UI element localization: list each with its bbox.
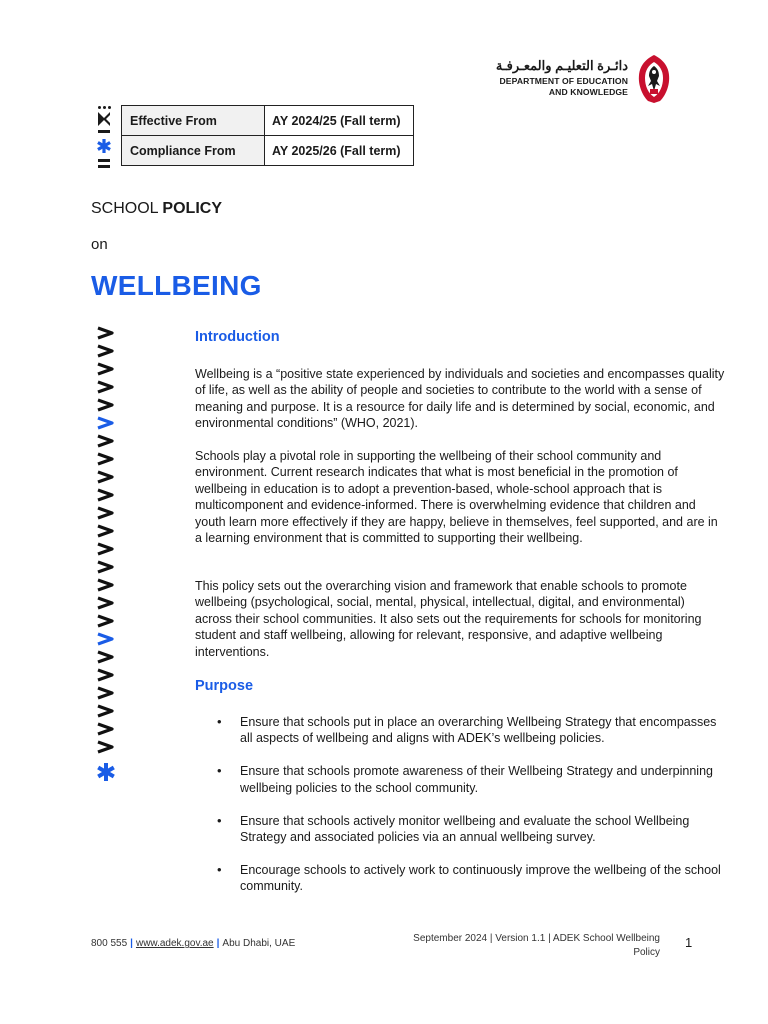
zigzag-chevron [98, 634, 112, 644]
logo-line-2: AND KNOWLEDGE [548, 87, 628, 97]
footer-meta-line-2: Policy [633, 946, 660, 958]
effective-from-value: AY 2024/25 (Fall term) [265, 106, 414, 136]
zigzag-chevron [98, 544, 112, 554]
zigzag-chevron [98, 328, 112, 338]
footer-meta-line-1: September 2024 | Version 1.1 | ADEK School Wellbeing [413, 933, 660, 944]
footer-meta [380, 932, 660, 959]
zigzag-chevron [98, 454, 112, 464]
logo-line-1: DEPARTMENT OF EDUCATION [499, 76, 628, 86]
zigzag-chevron [98, 490, 112, 500]
page-number: 1 [685, 935, 693, 950]
table-row [122, 106, 414, 136]
table-row [122, 136, 414, 166]
zigzag-chevron [98, 706, 112, 716]
effective-dates-table [121, 105, 414, 166]
introduction-heading: Introduction [195, 329, 280, 345]
kicker-on: on [91, 236, 108, 253]
list-item: • Ensure that schools put in place an overarching Wellbeing Strategy that encompasses all aspects of wellbeing and aligns with ADEK’s wellbeing policies. [195, 714, 725, 747]
logo-english-text [500, 76, 629, 98]
zigzag-chevron [98, 508, 112, 518]
zigzag-chevron [98, 382, 112, 392]
asterisk-icon [97, 763, 115, 781]
falcon-emblem-icon [636, 53, 672, 105]
zigzag-chevron [98, 598, 112, 608]
kicker-regular: SCHOOL [91, 200, 163, 217]
footer-separator: | [216, 938, 220, 949]
zigzag-chevron [98, 526, 112, 536]
document-kicker [91, 200, 222, 218]
zigzag-chevron [98, 562, 112, 572]
zigzag-chevron [98, 688, 112, 698]
footer-location: Abu Dhabi, UAE [222, 938, 296, 949]
zigzag-chevron [98, 742, 112, 752]
zigzag-chevron [98, 472, 112, 482]
purpose-heading: Purpose [195, 678, 254, 694]
page-title: WELLBEING [91, 270, 262, 301]
intro-paragraph-2: Schools play a pivotal role in supporting the wellbeing of their school community and environment. Current research indicates that what is most beneficial in the promotion of wellbeing in education is to adopt a prevention-based, whole-school approach that is multicomponent and evidence-informed. There is overwhelming evidence that children and youth learn more effectively if they are happy, believe in themselves, feel supported, and are in a learning environment that is committed to supporting their wellbeing. [195, 449, 718, 546]
zigzag-chevron [98, 400, 112, 410]
zigzag-chevron [98, 580, 112, 590]
kicker-bold: POLICY [162, 200, 222, 217]
zigzag-chevron [98, 346, 112, 356]
zigzag-chevron [98, 652, 112, 662]
intro-paragraph-3: This policy sets out the overarching vision and framework that enable schools to promote wellbeing (psychological, social, mental, physical, intellectual, digital, and environmental) across their school communities. It also sets out the requirements for schools for monitoring student and staff wellbeing, allowing for relevant, responsive, and adaptive wellbeing interventions. [195, 579, 702, 659]
adek-vertical-logo-icon [95, 104, 113, 170]
footer-phone: 800 555 [91, 938, 128, 949]
effective-from-label: Effective From [122, 106, 265, 136]
decorative-zigzag-icon [94, 322, 118, 788]
zigzag-chevron [98, 670, 112, 680]
list-item: • Ensure that schools promote awareness of their Wellbeing Strategy and underpinning wellbeing policies to the school community. [195, 763, 725, 796]
logo-arabic-text: دائـرة التعليـم والمعـرفـة [495, 58, 628, 73]
zigzag-chevron [98, 436, 112, 446]
footer-separator: | [130, 938, 133, 949]
footer-contact [91, 938, 295, 949]
compliance-from-label: Compliance From [122, 136, 265, 166]
compliance-from-value: AY 2025/26 (Fall term) [265, 136, 414, 166]
zigzag-chevron [98, 418, 112, 428]
zigzag-chevron [98, 724, 112, 734]
purpose-list [195, 714, 725, 911]
zigzag-chevron [98, 616, 112, 626]
intro-paragraph-1: Wellbeing is a “positive state experienced by individuals and societies and encompasses quality of life, as well as the ability of people and societies to contribute to the world with a sense of meaning and purpose. It is a resource for daily life and is determined by social, economic, and environmental conditions” (WHO, 2021). [195, 367, 725, 431]
zigzag-chevron [98, 364, 112, 374]
footer-website-link[interactable]: www.adek.gov.ae [135, 938, 214, 949]
list-item: • Ensure that schools actively monitor wellbeing and evaluate the school Wellbeing Strategy and associated policies via an annual wellbeing survey. [195, 813, 725, 846]
list-item: • Encourage schools to actively work to continuously improve the wellbeing of the school community. [195, 862, 725, 895]
